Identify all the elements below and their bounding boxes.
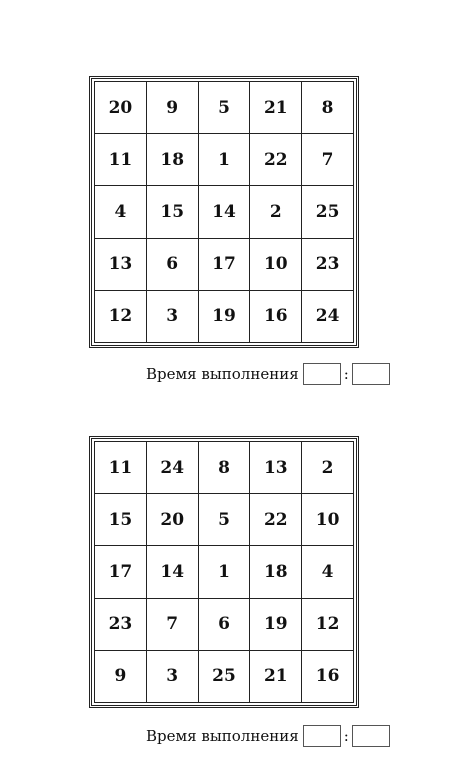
table-row (95, 290, 354, 342)
number-cell: 24 (302, 290, 354, 342)
number-cell: 18 (250, 546, 302, 598)
number-cell: 14 (146, 546, 198, 598)
number-cell: 16 (250, 290, 302, 342)
schulte-table-1 (89, 76, 359, 348)
number-cell: 12 (95, 290, 147, 342)
number-cell: 3 (146, 650, 198, 702)
number-cell: 9 (95, 650, 147, 702)
number-cell: 7 (302, 134, 354, 186)
number-cell: 11 (95, 134, 147, 186)
number-cell: 15 (95, 494, 147, 546)
number-cell: 21 (250, 650, 302, 702)
number-cell: 25 (302, 186, 354, 238)
completion-time-label: Время выполнения (146, 727, 299, 745)
minutes-input-box[interactable] (303, 363, 341, 385)
completion-time-row-1 (146, 361, 390, 387)
table-row (95, 650, 354, 702)
number-cell: 8 (302, 82, 354, 134)
number-cell: 4 (302, 546, 354, 598)
number-cell: 17 (95, 546, 147, 598)
number-cell: 20 (146, 494, 198, 546)
number-cell: 22 (250, 134, 302, 186)
number-cell: 6 (198, 598, 250, 650)
table-row (95, 134, 354, 186)
number-cell: 21 (250, 82, 302, 134)
number-cell: 25 (198, 650, 250, 702)
table-row (95, 238, 354, 290)
number-grid-1 (94, 81, 354, 343)
table-row (95, 82, 354, 134)
number-cell: 10 (302, 494, 354, 546)
completion-time-label: Время выполнения (146, 365, 299, 383)
number-cell: 13 (250, 442, 302, 494)
number-cell: 16 (302, 650, 354, 702)
number-cell: 19 (198, 290, 250, 342)
number-cell: 23 (95, 598, 147, 650)
table-row (95, 442, 354, 494)
number-cell: 23 (302, 238, 354, 290)
number-cell: 2 (250, 186, 302, 238)
number-cell: 1 (198, 134, 250, 186)
number-cell: 2 (302, 442, 354, 494)
number-cell: 13 (95, 238, 147, 290)
number-cell: 7 (146, 598, 198, 650)
number-cell: 11 (95, 442, 147, 494)
number-cell: 10 (250, 238, 302, 290)
number-cell: 15 (146, 186, 198, 238)
number-cell: 3 (146, 290, 198, 342)
table-row (95, 186, 354, 238)
number-cell: 1 (198, 546, 250, 598)
number-cell: 4 (95, 186, 147, 238)
table-row (95, 494, 354, 546)
time-separator: : (343, 727, 349, 745)
number-cell: 8 (198, 442, 250, 494)
seconds-input-box[interactable] (352, 363, 390, 385)
number-cell: 14 (198, 186, 250, 238)
completion-time-row-2 (146, 723, 390, 749)
number-cell: 5 (198, 494, 250, 546)
time-separator: : (343, 365, 349, 383)
number-cell: 24 (146, 442, 198, 494)
schulte-table-2 (89, 436, 359, 708)
seconds-input-box[interactable] (352, 725, 390, 747)
number-cell: 18 (146, 134, 198, 186)
table-row (95, 546, 354, 598)
number-cell: 9 (146, 82, 198, 134)
number-cell: 20 (95, 82, 147, 134)
number-cell: 19 (250, 598, 302, 650)
number-cell: 6 (146, 238, 198, 290)
number-cell: 5 (198, 82, 250, 134)
minutes-input-box[interactable] (303, 725, 341, 747)
number-grid-2 (94, 441, 354, 703)
number-cell: 17 (198, 238, 250, 290)
number-cell: 22 (250, 494, 302, 546)
table-row (95, 598, 354, 650)
number-cell: 12 (302, 598, 354, 650)
